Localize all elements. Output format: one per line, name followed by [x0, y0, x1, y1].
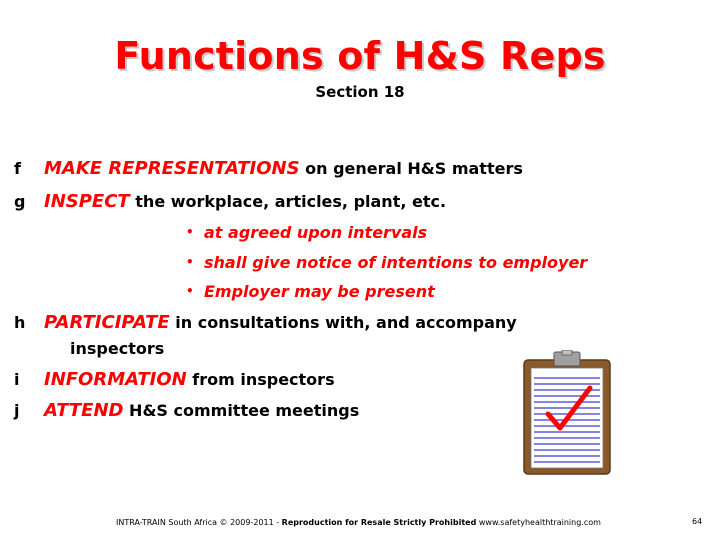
item-text: in consultations with, and accompany	[169, 313, 517, 332]
item-text: H&S committee meetings	[123, 401, 360, 420]
footer-website: www.safetyhealthtraining.com	[476, 518, 601, 527]
item-text: from inspectors	[186, 370, 335, 389]
footer-prefix: INTRA-TRAIN South Africa © 2009-2011 -	[116, 518, 282, 527]
item-keyword: ATTEND	[44, 400, 124, 421]
sub-bullet-text: Employer may be present	[204, 282, 435, 301]
item-text: on general H&S matters	[299, 159, 523, 178]
footer-copyright	[116, 518, 601, 527]
page-number: 64	[692, 517, 703, 526]
slide-title: Functions of H&S Reps	[114, 34, 606, 78]
item-letter: j	[14, 401, 20, 420]
bullet-dot: •	[186, 255, 194, 269]
sub-bullet	[186, 253, 587, 272]
list-item-g	[14, 191, 446, 212]
item-keyword: PARTICIPATE	[44, 312, 170, 333]
sub-bullet	[186, 223, 427, 242]
sub-bullet-text: at agreed upon intervals	[204, 223, 428, 242]
item-text: the workplace, articles, plant, etc.	[129, 192, 447, 211]
item-keyword: MAKE REPRESENTATIONS	[44, 158, 300, 179]
item-continuation: inspectors	[70, 339, 165, 358]
list-item-f	[14, 158, 523, 179]
footer-notice: Reproduction for Resale Strictly Prohibited	[281, 518, 477, 527]
item-letter: i	[14, 370, 20, 389]
item-letter: g	[14, 192, 26, 211]
bullet-dot: •	[186, 284, 194, 298]
bullet-dot: •	[186, 225, 194, 239]
item-keyword: INSPECT	[44, 191, 130, 212]
list-item-h	[14, 312, 517, 333]
slide-subtitle: Section 18	[315, 83, 405, 101]
clipboard-checkmark-icon	[520, 350, 616, 480]
list-item-i	[14, 369, 335, 390]
sub-bullet	[186, 282, 435, 301]
item-letter: f	[14, 159, 21, 178]
sub-bullet-text: shall give notice of intentions to employer	[204, 253, 588, 272]
item-letter: h	[14, 313, 26, 332]
item-keyword: INFORMATION	[44, 369, 187, 390]
list-item-j	[14, 400, 359, 421]
